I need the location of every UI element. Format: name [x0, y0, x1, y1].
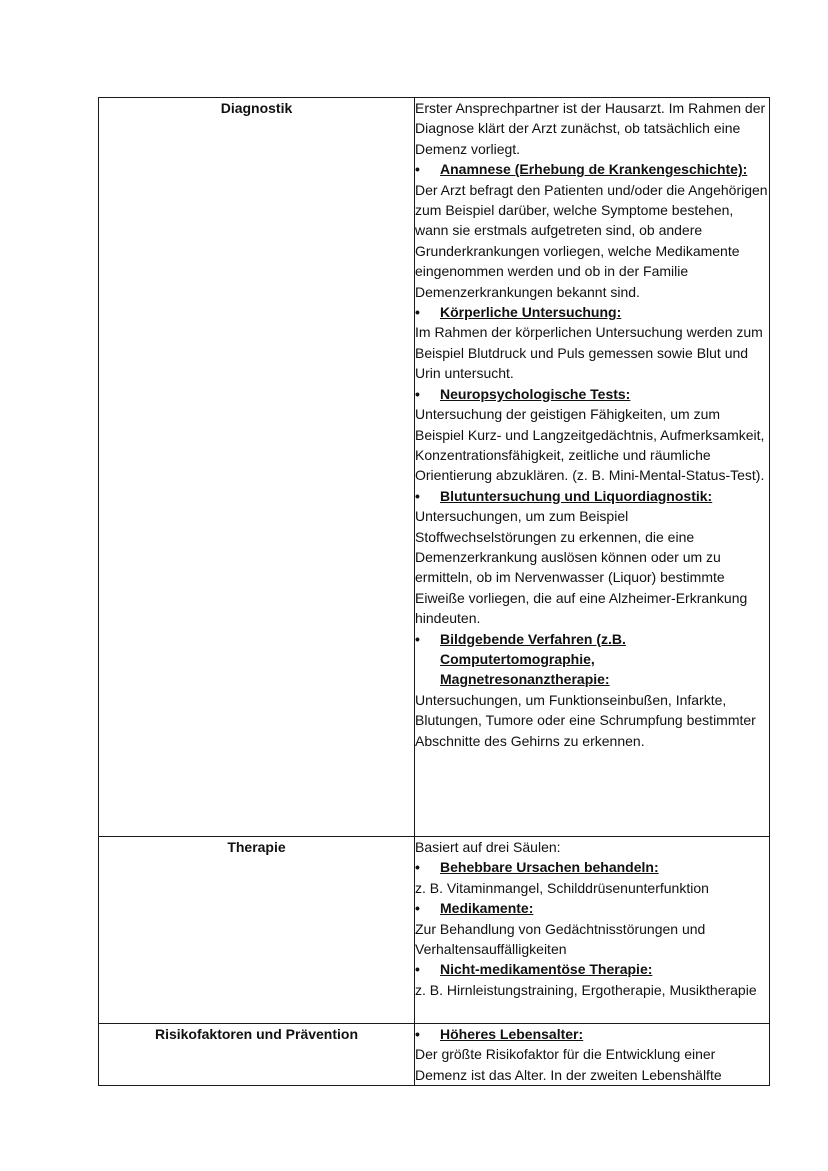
bullet-icon: •	[415, 1026, 420, 1042]
bullet-text: Im Rahmen der körperlichen Untersuchung werden zum Beispiel Blutdruck und Puls gemessen sowie Blut und Urin untersucht.	[415, 324, 763, 382]
row-content-therapie	[415, 837, 770, 1024]
bullet-heading: • Medikamente:	[415, 898, 769, 918]
bullet-text: Der Arzt befragt den Patienten und/oder die Angehörigen zum Beispiel darüber, welche Symptome bestehen, wann sie erstmals aufgetreten sind, ob andere Grunderkrankungen vorliegen, welche Medikamente eingenommen werden und ob in der Familie Demenzerkrankungen bekannt sind.	[415, 181, 768, 300]
bullet-text: Untersuchung der geistigen Fähigkeiten, um zum Beispiel Kurz- und Langzeitgedächtnis, Aufmerksamkeit, Konzentrationsfähigkeit, zeitliche und räumliche Orientierung abzuklären. (z. B. Mini-Mental-Status-Test).	[415, 406, 765, 484]
table-row-diagnostik	[99, 98, 770, 837]
bullet-icon: •	[415, 385, 420, 402]
bullet-icon: •	[415, 487, 420, 504]
row-label-therapie: Therapie	[99, 837, 415, 1024]
diagnostik-intro: Erster Ansprechpartner ist der Hausarzt. Im Rahmen der Diagnose klärt der Arzt zunächst, ob tatsächlich eine Demenz vorliegt.	[415, 100, 766, 157]
table-row-therapie	[99, 837, 770, 1024]
bullet-heading: • Bildgebende Verfahren (z.B. Computertomographie, Magnetresonanztherapie:	[415, 630, 626, 688]
bullet-text: Der größte Risikofaktor für die Entwicklung einer Demenz ist das Alter. In der zweiten Lebenshälfte	[415, 1046, 722, 1083]
bullet-text: Untersuchungen, um zum Beispiel Stoffwechselstörungen zu erkennen, die eine Demenzerkrankung auslösen können oder um zu ermitteln, ob im Nervenwasser (Liquor) bestimmte Eiweiße vorliegen, die auf eine Alzheimer-Erkrankung hindeuten.	[415, 508, 748, 627]
bullet-heading: • Anamnese (Erhebung de Krankengeschichte):	[415, 159, 769, 179]
table-row-risikofaktoren	[99, 1024, 770, 1086]
bullet-text: z. B. Vitaminmangel, Schilddrüsenunterfunktion	[415, 879, 709, 896]
bullet-icon: •	[415, 900, 420, 917]
dementia-info-table	[98, 97, 770, 1086]
row-content-risikofaktoren	[415, 1024, 770, 1086]
bullet-heading: • Höheres Lebensalter:	[415, 1024, 769, 1044]
bullet-heading: • Neuropsychologische Tests:	[415, 384, 769, 404]
bullet-icon: •	[415, 961, 420, 978]
bullet-icon: •	[415, 630, 420, 647]
row-label-diagnostik: Diagnostik	[99, 98, 415, 837]
bullet-heading: • Behebbare Ursachen behandeln:	[415, 857, 769, 877]
bullet-text: Untersuchungen, um Funktionseinbußen, Infarkte, Blutungen, Tumore oder eine Schrumpfung bestimmter Abschnitte des Gehirns zu erkennen.	[415, 691, 756, 749]
bullet-text: Zur Behandlung von Gedächtnisstörungen und Verhaltensauffälligkeiten	[415, 920, 706, 958]
bullet-heading: • Nicht-medikamentöse Therapie:	[415, 959, 769, 979]
therapie-intro: Basiert auf drei Säulen:	[415, 839, 561, 855]
bullet-icon: •	[415, 161, 420, 178]
bullet-icon: •	[415, 304, 420, 321]
row-label-risikofaktoren: Risikofaktoren und Prävention	[99, 1024, 415, 1086]
bullet-icon: •	[415, 859, 420, 876]
row-content-diagnostik	[415, 98, 770, 837]
bullet-heading: • Körperliche Untersuchung:	[415, 302, 769, 322]
bullet-heading: • Blutuntersuchung und Liquordiagnostik:	[415, 486, 769, 506]
bullet-text: z. B. Hirnleistungstraining, Ergotherapie, Musiktherapie	[415, 981, 757, 998]
